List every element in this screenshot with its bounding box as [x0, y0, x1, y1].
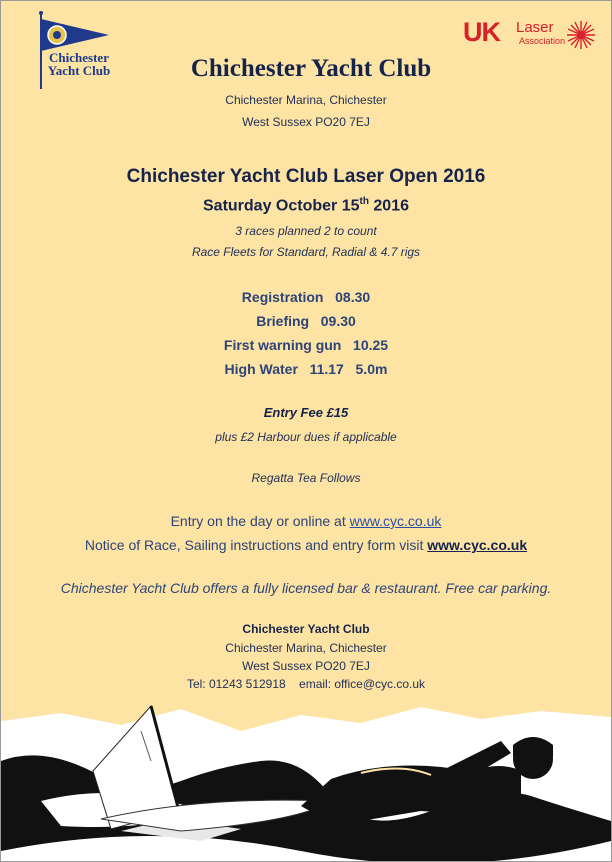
- header-address-line1: Chichester Marina, Chichester: [225, 93, 387, 107]
- uk-laser-logo: [463, 17, 603, 53]
- event-date: [1, 196, 611, 215]
- entry-online-text: Entry on the day or online at: [170, 513, 350, 529]
- regatta-tea-note: Regatta Tea Follows: [251, 471, 361, 485]
- notice-website-link[interactable]: www.cyc.co.uk: [427, 537, 528, 553]
- club-logo-text-line2: Yacht Club: [47, 63, 111, 78]
- fleets-note: Race Fleets for Standard, Radial & 4.7 rigs: [191, 245, 421, 259]
- races-note: 3 races planned 2 to count: [235, 224, 377, 238]
- club-title: Chichester Yacht Club: [190, 55, 432, 82]
- laser-sailor-photo: [1, 701, 611, 861]
- uk-logo-text: UK: [463, 17, 500, 47]
- header-address-line2: West Sussex PO20 7EJ: [242, 115, 370, 129]
- association-logo-text: Association: [519, 36, 566, 46]
- footer-contact: Tel: 01243 512918 email: office@cyc.co.uk: [186, 677, 426, 691]
- footer-address-line2: West Sussex PO20 7EJ: [242, 659, 370, 673]
- event-date-prefix: Saturday October 15: [203, 197, 360, 215]
- first-warning-gun-time: First warning gun 10.25: [223, 337, 389, 353]
- event-title: Chichester Yacht Club Laser Open 2016: [126, 166, 486, 187]
- laser-starburst-icon: [565, 19, 597, 51]
- entry-fee: Entry Fee £15: [263, 405, 349, 420]
- notice-of-race-text: Notice of Race, Sailing instructions and entry form visit: [84, 537, 428, 553]
- club-logo-text-line1: Chichester: [49, 50, 109, 65]
- registration-time: Registration 08.30: [241, 289, 371, 305]
- bar-parking-note: Chichester Yacht Club offers a fully licensed bar & restaurant. Free car parking.: [60, 580, 552, 596]
- notice-of-race-line: [1, 537, 611, 553]
- website-link[interactable]: www.cyc.co.uk: [349, 513, 442, 529]
- harbour-dues-note: plus £2 Harbour dues if applicable: [215, 430, 397, 444]
- event-date-sup: th: [359, 196, 369, 207]
- high-water-time: High Water 11.17 5.0m: [224, 361, 388, 377]
- footer-club-name: Chichester Yacht Club: [242, 622, 370, 636]
- footer-address-line1: Chichester Marina, Chichester: [225, 641, 387, 655]
- event-date-suffix: 2016: [368, 197, 409, 215]
- entry-online-line: [1, 513, 611, 529]
- laser-logo-text: Laser: [516, 19, 554, 36]
- briefing-time: Briefing 09.30: [256, 313, 356, 329]
